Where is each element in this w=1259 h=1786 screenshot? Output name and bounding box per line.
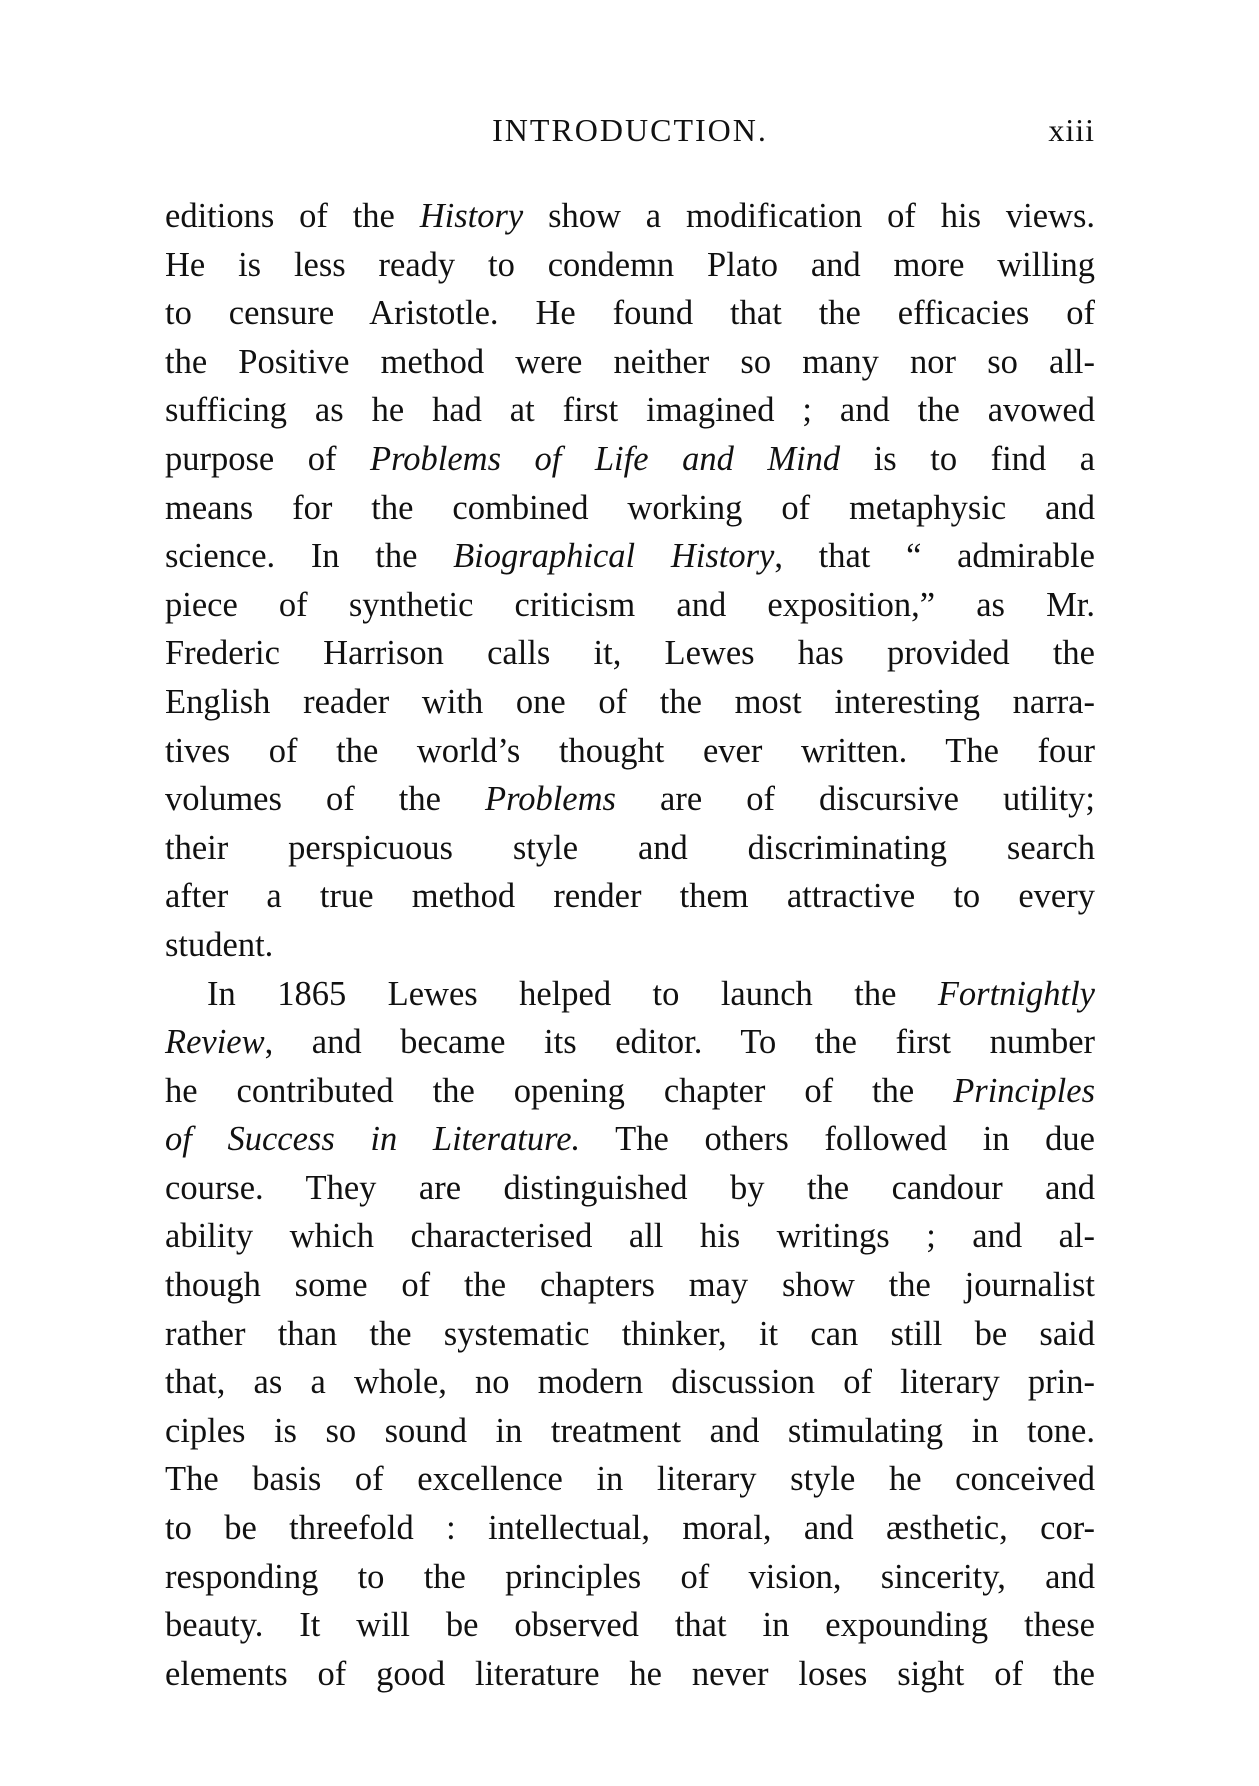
page-title: INTRODUCTION. (492, 112, 768, 148)
text-line: he contributed the opening chapter of the Principles (165, 1071, 1095, 1110)
text-line: tives of the world’s thought ever written. The four (165, 731, 1095, 770)
text-line: science. In the Biographical History, that “ admirable (165, 537, 1095, 576)
text-line: In 1865 Lewes helped to launch the Fortnightly (207, 974, 1095, 1013)
text-line: course. They are distinguished by the candour and (165, 1168, 1095, 1207)
text-line: to censure Aristotle. He found that the efficacies of (165, 294, 1095, 333)
text-line: of Success in Literature. The others followed in due (165, 1120, 1095, 1159)
text-line: The basis of excellence in literary style he conceived (165, 1460, 1095, 1499)
text-line: their perspicuous style and discriminating search (165, 828, 1095, 867)
text-line: to be threefold : intellectual, moral, and æsthetic, cor- (165, 1509, 1095, 1548)
text-line: student. (165, 925, 274, 964)
text-line: ciples is so sound in treatment and stimulating in tone. (165, 1411, 1095, 1450)
text-line: piece of synthetic criticism and exposition,” as Mr. (165, 585, 1095, 624)
text-line: the Positive method were neither so many nor so all- (165, 342, 1095, 381)
text-line: elements of good literature he never loses sight of the (165, 1654, 1095, 1693)
body-text (165, 192, 1095, 1698)
text-line: means for the combined working of metaphysic and (165, 488, 1095, 527)
text-line: responding to the principles of vision, sincerity, and (165, 1557, 1095, 1596)
text-line: sufficing as he had at first imagined ; and the avowed (165, 391, 1095, 430)
text-line: that, as a whole, no modern discussion of literary prin- (165, 1363, 1095, 1402)
text-line: ability which characterised all his writings ; and al- (165, 1217, 1095, 1256)
text-line: purpose of Problems of Life and Mind is to find a (165, 439, 1096, 478)
text-line: He is less ready to condemn Plato and more willing (165, 245, 1095, 284)
text-line: beauty. It will be observed that in expounding these (165, 1606, 1095, 1645)
page-number: xiii (1048, 112, 1095, 148)
running-head (165, 112, 1095, 162)
text-line: though some of the chapters may show the journalist (165, 1266, 1095, 1305)
text-line: volumes of the Problems are of discursive utility; (165, 780, 1095, 819)
text-line: Review, and became its editor. To the first number (165, 1023, 1095, 1062)
text-line: rather than the systematic thinker, it can still be said (165, 1314, 1095, 1353)
text-line: English reader with one of the most interesting narra- (165, 682, 1095, 721)
text-line: editions of the History show a modification of his views. (165, 197, 1095, 235)
text-line: after a true method render them attractive to every (165, 877, 1095, 916)
text-line: Frederic Harrison calls it, Lewes has provided the (165, 634, 1095, 673)
